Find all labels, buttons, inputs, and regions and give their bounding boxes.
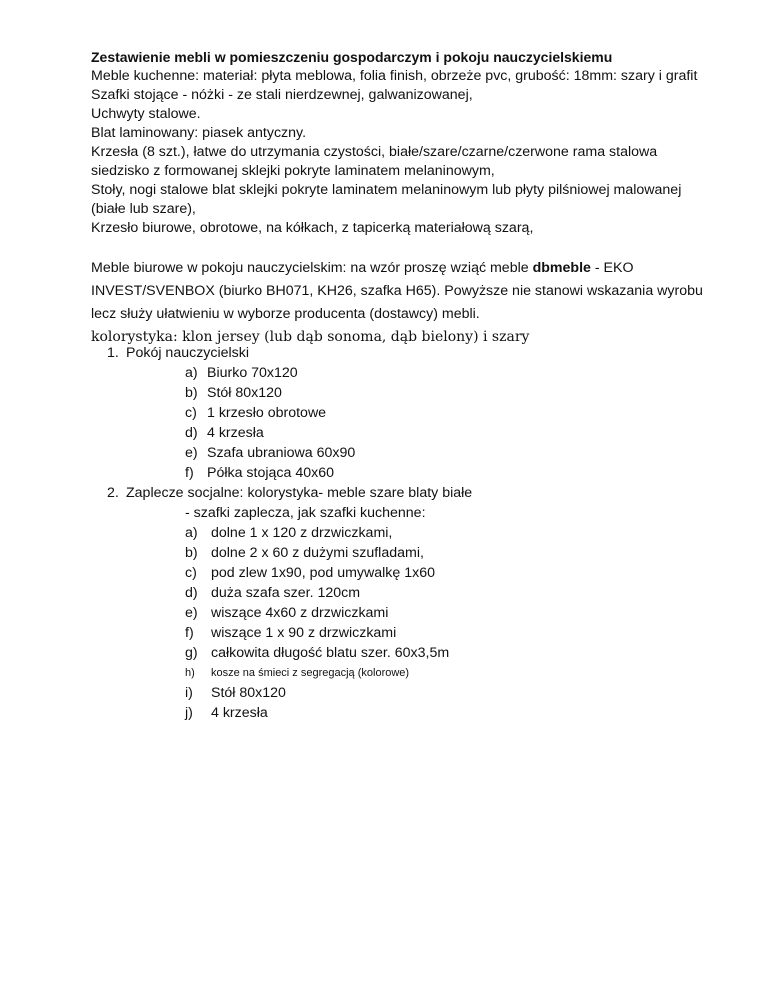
item-letter: f) [185,465,194,481]
item-letter: e) [185,605,198,621]
office-text: Meble biurowe w pokoju nauczycielskim: na wzór proszę wziąć meble [91,260,533,276]
item-letter: b) [185,385,198,401]
item-letter: a) [185,365,198,381]
list-item-number: 1. [107,345,119,361]
list-item: 4 krzesła [207,425,264,441]
item-letter: d) [185,585,198,601]
list-item: Stół 80x120 [211,685,286,701]
item-letter: b) [185,545,198,561]
section-title: Pokój nauczycielski [126,345,250,361]
intro-line: siedzisko z formowanej sklejki pokryte laminatem melaninowym, [91,163,495,179]
office-paragraph-line: lecz służy ułatwieniu w wyborze producenta (dostawcy) mebli. [91,306,480,322]
list-item: całkowita długość blatu szer. 60x3,5m [211,645,450,661]
section-subtitle: - szafki zaplecza, jak szafki kuchenne: [185,505,426,521]
office-paragraph-line: INVEST/SVENBOX (biurko BH071, KH26, szafka H65). Powyższe nie stanowi wskazania wyrobu [91,283,703,299]
item-letter: c) [185,565,197,581]
intro-line: Szafki stojące - nóżki - ze stali nierdzewnej, galwanizowanej, [91,87,473,103]
list-item: pod zlew 1x90, pod umywalkę 1x60 [211,565,435,581]
intro-line: Stoły, nogi stalowe blat sklejki pokryte laminatem melaninowym lub płyty pilśniowej malowanej [91,182,682,198]
office-paragraph-line [91,257,721,280]
intro-line: Krzesła (8 szt.), łatwe do utrzymania czystości, białe/szare/czarne/czerwone rama stalowa [91,144,658,160]
brand-name: dbmeble [532,260,591,276]
color-scheme-line: kolorystyka: klon jersey (lub dąb sonoma, dąb bielony) i szary [91,329,530,345]
item-letter: a) [185,525,198,541]
intro-line: Uchwyty stalowe. [91,106,201,122]
office-text: - EKO [590,260,634,276]
document-title: Zestawienie mebli w pomieszczeniu gospodarczym i pokoju nauczycielskiemu [91,49,613,65]
intro-line: (białe lub szare), [91,201,196,217]
intro-line: Blat laminowany: piasek antyczny. [91,125,307,141]
list-item: Stół 80x120 [207,385,282,401]
item-letter: h) [185,667,195,679]
section-title: Zaplecze socjalne: kolorystyka- meble szare blaty białe [126,485,473,501]
item-letter: c) [185,405,197,421]
list-item: 1 krzesło obrotowe [207,405,327,421]
list-item: dolne 1 x 120 z drzwiczkami, [211,525,393,541]
item-letter: j) [185,705,193,721]
list-item: kosze na śmieci z segregacją (kolorowe) [211,667,410,679]
list-item-number: 2. [107,485,119,501]
document-body [91,47,721,349]
list-item: Półka stojąca 40x60 [207,465,334,481]
list-item: wiszące 4x60 z drzwiczkami [211,605,389,621]
item-letter: g) [185,645,198,661]
list-item: wiszące 1 x 90 z drzwiczkami [211,625,397,641]
intro-line: Krzesło biurowe, obrotowe, na kółkach, z tapicerką materiałową szarą, [91,220,534,236]
list-item: duża szafa szer. 120cm [211,585,361,601]
list-item: Szafa ubraniowa 60x90 [207,445,356,461]
item-letter: i) [185,685,193,701]
item-letter: d) [185,425,198,441]
intro-line: Meble kuchenne: materiał: płyta meblowa, folia finish, obrzeże pvc, grubość: 18mm: szary i grafit [91,68,698,84]
item-letter: e) [185,445,198,461]
list-item: Biurko 70x120 [207,365,298,381]
item-letter: f) [185,625,194,641]
list-item: dolne 2 x 60 z dużymi szufladami, [211,545,424,561]
list-item: 4 krzesła [211,705,268,721]
